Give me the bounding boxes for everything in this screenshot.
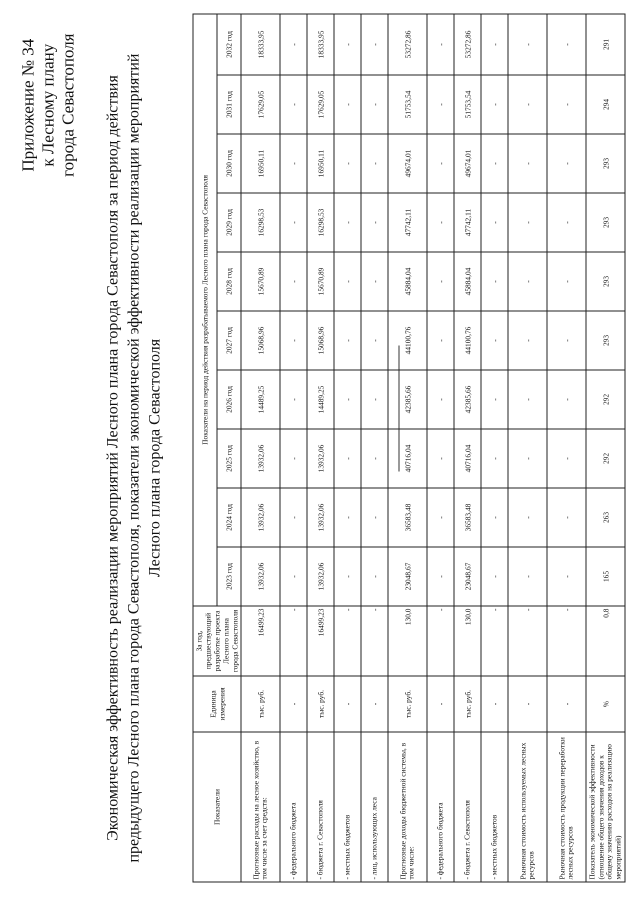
cell-year-value: 16298,53 <box>307 193 334 252</box>
cell-year-value: - <box>547 252 586 311</box>
header-year: 2023 год <box>217 547 241 606</box>
cell-indicator: Рыночная стоимость используемых лесных ресурсов <box>508 732 547 882</box>
cell-unit: - <box>547 676 586 732</box>
cell-year-value: - <box>361 134 388 193</box>
header-year: 2026 год <box>217 370 241 429</box>
cell-year-value: - <box>427 14 454 75</box>
title-line-3: Лесного плана города Севастополя <box>146 338 164 578</box>
cell-year-value: - <box>334 75 361 134</box>
cell-year-value: - <box>361 193 388 252</box>
cell-base-value: - <box>334 606 361 676</box>
cell-year-value: - <box>361 75 388 134</box>
cell-indicator: - лиц, использующих леса <box>361 732 388 882</box>
cell-year-value: 23048,67 <box>388 547 427 606</box>
cell-year-value: 13932,06 <box>307 488 334 547</box>
header-unit: Единица измерения <box>193 676 241 732</box>
cell-year-value: 23048,67 <box>454 547 481 606</box>
cell-year-value: - <box>427 252 454 311</box>
cell-year-value: - <box>508 311 547 370</box>
cell-year-value: 36583,48 <box>388 488 427 547</box>
cell-year-value: - <box>508 75 547 134</box>
cell-year-value: 14489,25 <box>307 370 334 429</box>
cell-year-value: - <box>481 252 508 311</box>
cell-year-value: - <box>334 429 361 488</box>
cell-indicator: - бюджета г. Севастополя <box>307 732 334 882</box>
cell-year-value: 45884,04 <box>388 252 427 311</box>
header-year: 2027 год <box>217 311 241 370</box>
cell-year-value: 16298,53 <box>241 193 280 252</box>
cell-year-value: - <box>427 193 454 252</box>
cell-year-value: - <box>547 488 586 547</box>
cell-year-value: - <box>280 193 307 252</box>
cell-base-value: - <box>481 606 508 676</box>
cell-year-value: - <box>547 547 586 606</box>
cell-year-value: - <box>547 134 586 193</box>
cell-year-value: 16950,11 <box>307 134 334 193</box>
cell-indicator: Показатель экономической эффективности (отношение общего значения доходов к общему значению расходов на реализацию мероприятий) <box>586 732 625 882</box>
header-year: 2025 год <box>217 429 241 488</box>
cell-year-value: - <box>481 311 508 370</box>
cell-year-value: 47742,11 <box>454 193 481 252</box>
table-row <box>388 14 427 882</box>
table-row <box>586 14 625 882</box>
header-year: 2028 год <box>217 252 241 311</box>
cell-year-value: 51753,54 <box>388 75 427 134</box>
cell-year-value: - <box>280 134 307 193</box>
cell-year-value: - <box>361 547 388 606</box>
title-line-2: предыдущего Лесного плана города Севастополя, показатели экономической эффективности реализации мероприятий <box>125 53 143 863</box>
table-row <box>427 14 454 882</box>
cell-year-value: - <box>508 134 547 193</box>
cell-base-value: - <box>280 606 307 676</box>
cell-base-value: 16499,23 <box>307 606 334 676</box>
table-row <box>334 14 361 882</box>
cell-year-value: - <box>427 75 454 134</box>
cell-year-value: 18333,95 <box>241 14 280 75</box>
cell-unit: - <box>508 676 547 732</box>
cell-year-value: 53272,86 <box>454 14 481 75</box>
cell-year-value: - <box>280 75 307 134</box>
cell-year-value: 18333,95 <box>307 14 334 75</box>
cell-year-value: 165 <box>586 547 625 606</box>
header-year: 2029 год <box>217 193 241 252</box>
cell-indicator: Рыночная стоимость продукции переработки лесных ресурсов <box>547 732 586 882</box>
cell-year-value: 14489,25 <box>241 370 280 429</box>
cell-year-value: - <box>547 311 586 370</box>
cell-base-value: 130,0 <box>454 606 481 676</box>
cell-year-value: 15670,89 <box>307 252 334 311</box>
cell-indicator: Прогнозные расходы на лесное хозяйство, в том числе за счет средств: <box>241 732 280 882</box>
cell-year-value: - <box>334 193 361 252</box>
cell-year-value: - <box>334 547 361 606</box>
cell-year-value: - <box>334 488 361 547</box>
cell-unit: тыс. руб. <box>307 676 334 732</box>
cell-year-value: - <box>547 193 586 252</box>
cell-year-value: - <box>427 429 454 488</box>
cell-year-value: - <box>547 14 586 75</box>
cell-year-value: - <box>427 134 454 193</box>
header-year: 2031 год <box>217 75 241 134</box>
table-row <box>280 14 307 882</box>
cell-year-value: - <box>280 14 307 75</box>
cell-indicator: Прогнозные доходы бюджетной системы, в том числе: <box>388 732 427 882</box>
table-body <box>241 14 625 882</box>
cell-year-value: 13932,06 <box>241 547 280 606</box>
cell-year-value: - <box>508 193 547 252</box>
cell-year-value: - <box>481 488 508 547</box>
cell-base-value: - <box>361 606 388 676</box>
cell-year-value: - <box>280 311 307 370</box>
cell-year-value: - <box>280 547 307 606</box>
cell-year-value: 13932,06 <box>307 547 334 606</box>
header-year: 2030 год <box>217 134 241 193</box>
cell-year-value: - <box>361 252 388 311</box>
cell-unit: % <box>586 676 625 732</box>
cell-year-value: - <box>508 547 547 606</box>
cell-year-value: 293 <box>586 134 625 193</box>
cell-year-value: 15068,96 <box>241 311 280 370</box>
cell-year-value: 42385,66 <box>388 370 427 429</box>
cell-unit: - <box>361 676 388 732</box>
cell-base-value: - <box>427 606 454 676</box>
cell-year-value: 45884,04 <box>454 252 481 311</box>
table-row <box>508 14 547 882</box>
cell-year-value: 51753,54 <box>454 75 481 134</box>
cell-year-value: - <box>481 134 508 193</box>
cell-year-value: 17629,05 <box>307 75 334 134</box>
cell-unit: - <box>334 676 361 732</box>
cell-year-value: - <box>427 370 454 429</box>
cell-unit: - <box>427 676 454 732</box>
cell-year-value: - <box>508 370 547 429</box>
cell-year-value: 40716,04 <box>388 429 427 488</box>
header-prev-period: За год, предшествующий разработке проекта Лесного плана города Севастополя <box>193 606 241 676</box>
cell-year-value: - <box>481 429 508 488</box>
cell-year-value: 49674,01 <box>388 134 427 193</box>
cell-indicator: - федерального бюджета <box>280 732 307 882</box>
cell-year-value: - <box>361 370 388 429</box>
cell-unit: тыс. руб. <box>388 676 427 732</box>
cell-year-value: 17629,05 <box>241 75 280 134</box>
cell-year-value: - <box>508 488 547 547</box>
cell-year-value: - <box>427 488 454 547</box>
cell-year-value: - <box>547 429 586 488</box>
cell-unit: тыс. руб. <box>454 676 481 732</box>
rotated-page <box>1 0 640 917</box>
header-year: 2024 год <box>217 488 241 547</box>
cell-base-value: 16499,23 <box>241 606 280 676</box>
cell-year-value: 44100,76 <box>388 311 427 370</box>
cell-year-value: 49674,01 <box>454 134 481 193</box>
appendix-label <box>19 34 79 177</box>
cell-year-value: - <box>280 429 307 488</box>
table-row <box>454 14 481 882</box>
cell-year-value: - <box>361 14 388 75</box>
cell-unit: тыс. руб. <box>241 676 280 732</box>
cell-year-value: 36583,48 <box>454 488 481 547</box>
cell-year-value: - <box>508 252 547 311</box>
cell-year-value: 42385,66 <box>454 370 481 429</box>
cell-year-value: 40716,04 <box>454 429 481 488</box>
table-row <box>241 14 280 882</box>
table-row <box>481 14 508 882</box>
cell-year-value: 291 <box>586 14 625 75</box>
cell-base-value: - <box>547 606 586 676</box>
table-row <box>307 14 334 882</box>
cell-year-value: 293 <box>586 252 625 311</box>
cell-year-value: - <box>334 311 361 370</box>
header-year: 2032 год <box>217 14 241 75</box>
cell-year-value: - <box>280 252 307 311</box>
cell-year-value: - <box>334 252 361 311</box>
cell-year-value: - <box>547 75 586 134</box>
cell-base-value: 130,0 <box>388 606 427 676</box>
cell-year-value: - <box>481 547 508 606</box>
cell-year-value: - <box>361 311 388 370</box>
cell-year-value: - <box>547 370 586 429</box>
cell-indicator: - бюджета г. Севастополя <box>454 732 481 882</box>
cell-year-value: 293 <box>586 311 625 370</box>
cell-year-value: 293 <box>586 193 625 252</box>
cell-year-value: - <box>361 488 388 547</box>
cell-year-value: - <box>334 134 361 193</box>
cell-unit: - <box>280 676 307 732</box>
cell-year-value: 16950,11 <box>241 134 280 193</box>
cell-year-value: 15670,89 <box>241 252 280 311</box>
cell-year-value: 263 <box>586 488 625 547</box>
cell-year-value: - <box>361 429 388 488</box>
cell-year-value: 13932,06 <box>241 488 280 547</box>
cell-year-value: 13932,06 <box>241 429 280 488</box>
cell-year-value: 47742,11 <box>388 193 427 252</box>
appendix-ref: к Лесному плану <box>38 43 58 167</box>
cell-base-value: - <box>508 606 547 676</box>
header-indicator: Показатели <box>193 732 241 882</box>
cell-year-value: 44100,76 <box>454 311 481 370</box>
cell-indicator: - местных бюджетов <box>481 732 508 882</box>
cell-year-value: 53272,86 <box>388 14 427 75</box>
cell-year-value: - <box>427 311 454 370</box>
cell-year-value: - <box>334 14 361 75</box>
header-period-group: Показатели на период действия разрабатываемого Лесного плана города Севастополя <box>193 14 217 606</box>
cell-year-value: 13932,06 <box>307 429 334 488</box>
cell-unit: - <box>481 676 508 732</box>
appendix-number: Приложение № 34 <box>18 38 38 172</box>
cell-indicator: - федерального бюджета <box>427 732 454 882</box>
cell-year-value: 292 <box>586 370 625 429</box>
cell-year-value: - <box>481 75 508 134</box>
cell-year-value: - <box>481 370 508 429</box>
cell-year-value: - <box>481 193 508 252</box>
page-title <box>103 0 166 917</box>
cell-indicator: - местных бюджетов <box>334 732 361 882</box>
cell-year-value: - <box>334 370 361 429</box>
cell-year-value: - <box>427 547 454 606</box>
table-row <box>361 14 388 882</box>
efficiency-table <box>193 13 626 882</box>
cell-year-value: - <box>481 14 508 75</box>
title-line-1: Экономическая эффективность реализации мероприятий Лесного плана города Севастополя за период действия <box>104 75 122 841</box>
cell-base-value: 0,8 <box>586 606 625 676</box>
cell-year-value: 292 <box>586 429 625 488</box>
table-row <box>547 14 586 882</box>
cell-year-value: 294 <box>586 75 625 134</box>
cell-year-value: - <box>508 14 547 75</box>
cell-year-value: - <box>508 429 547 488</box>
cell-year-value: - <box>280 488 307 547</box>
appendix-city: города Севастополя <box>58 33 78 177</box>
cell-year-value: 15068,96 <box>307 311 334 370</box>
cell-year-value: - <box>280 370 307 429</box>
